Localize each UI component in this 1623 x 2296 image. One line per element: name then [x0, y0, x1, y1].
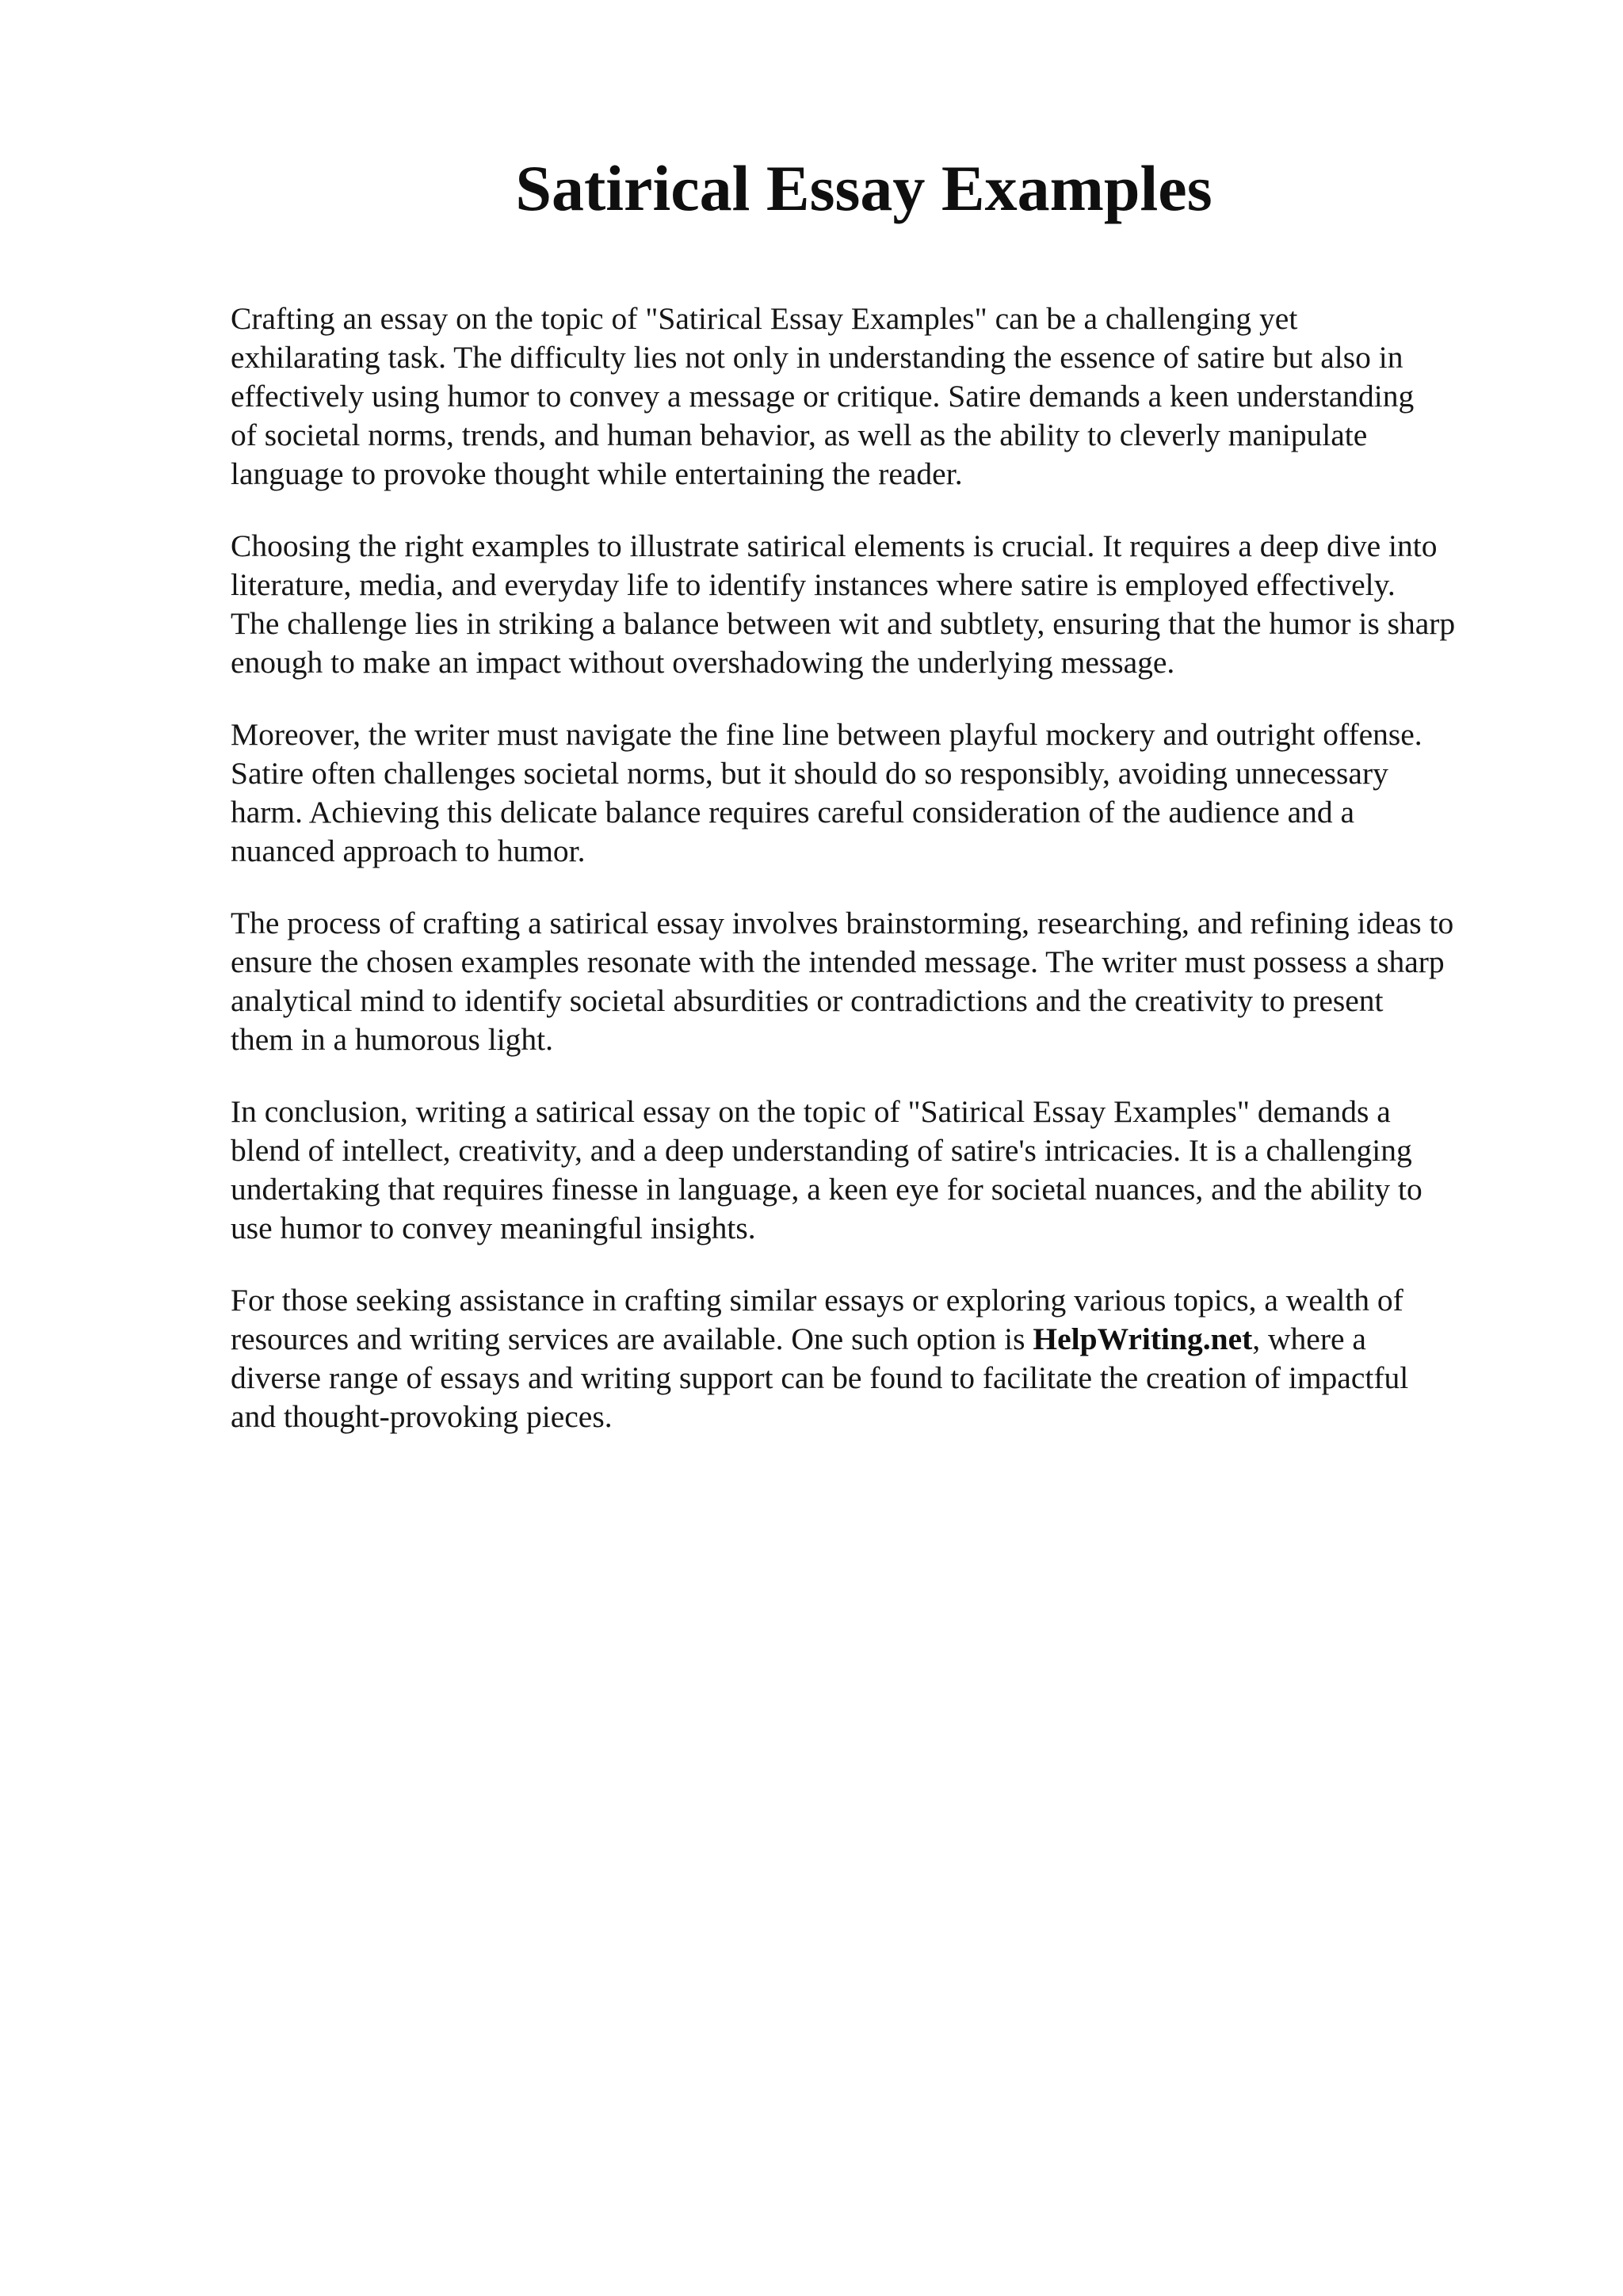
- paragraph-3: [231, 715, 1530, 871]
- paragraph-2: [231, 527, 1530, 682]
- helpwriting-link[interactable]: HelpWriting.net: [1033, 1322, 1253, 1356]
- paragraph-line: The challenge lies in striking a balance between wit and subtlety, ensuring that the humor is sharp: [231, 606, 1456, 641]
- paragraph-line-with-link: [231, 1320, 1530, 1359]
- paragraph-line: effectively using humor to convey a message or critique. Satire demands a keen understanding: [231, 379, 1415, 414]
- paragraph-line: nuanced approach to humor.: [231, 833, 586, 868]
- paragraph-line: analytical mind to identify societal absurdities or contradictions and the creativity to present: [231, 983, 1384, 1018]
- paragraph-line: enough to make an impact without overshadowing the underlying message.: [231, 645, 1175, 680]
- paragraph-line: use humor to convey meaningful insights.: [231, 1211, 756, 1245]
- paragraph-line: literature, media, and everyday life to identify instances where satire is employed effectively.: [231, 567, 1396, 602]
- paragraph-4: [231, 904, 1530, 1059]
- paragraph-line: blend of intellect, creativity, and a deep understanding of satire's intricacies. It is a challenging: [231, 1133, 1412, 1168]
- paragraph-line: and thought-provoking pieces.: [231, 1399, 613, 1434]
- paragraph-line: Satire often challenges societal norms, but it should do so responsibly, avoiding unnecessary: [231, 756, 1388, 791]
- paragraph-line: harm. Achieving this delicate balance requires careful consideration of the audience and a: [231, 795, 1355, 830]
- paragraph-line: diverse range of essays and writing support can be found to facilitate the creation of impactful: [231, 1360, 1409, 1395]
- paragraph-line: Moreover, the writer must navigate the fine line between playful mockery and outright offense.: [231, 717, 1423, 752]
- document-body: [231, 299, 1530, 1470]
- paragraph-line: undertaking that requires finesse in language, a keen eye for societal nuances, and the ability to: [231, 1172, 1423, 1207]
- paragraph-text-segment: resources and writing services are available. One such option is: [231, 1322, 1033, 1356]
- paragraph-line: Choosing the right examples to illustrate satirical elements is crucial. It requires a deep dive into: [231, 528, 1438, 563]
- paragraph-line: Crafting an essay on the topic of "Satirical Essay Examples" can be a challenging yet: [231, 301, 1298, 336]
- paragraph-1: [231, 299, 1530, 494]
- paragraph-line: ensure the chosen examples resonate with the intended message. The writer must possess a sharp: [231, 944, 1445, 979]
- paragraph-line: of societal norms, trends, and human behavior, as well as the ability to cleverly manipulate: [231, 418, 1368, 452]
- paragraph-5: [231, 1093, 1530, 1248]
- document-title: Satirical Essay Examples: [515, 152, 1212, 224]
- paragraph-line: exhilarating task. The difficulty lies not only in understanding the essence of satire but also in: [231, 340, 1403, 375]
- paragraph-line: In conclusion, writing a satirical essay on the topic of "Satirical Essay Examples" demands a: [231, 1094, 1391, 1129]
- paragraph-line: For those seeking assistance in crafting similar essays or exploring various topics, a wealth of: [231, 1283, 1403, 1318]
- paragraph-line: The process of crafting a satirical essay involves brainstorming, researching, and refining ideas to: [231, 906, 1454, 940]
- paragraph-6: [231, 1281, 1530, 1436]
- paragraph-line: language to provoke thought while entertaining the reader.: [231, 456, 963, 491]
- paragraph-line: them in a humorous light.: [231, 1022, 554, 1057]
- paragraph-text-segment: , where a: [1252, 1322, 1366, 1356]
